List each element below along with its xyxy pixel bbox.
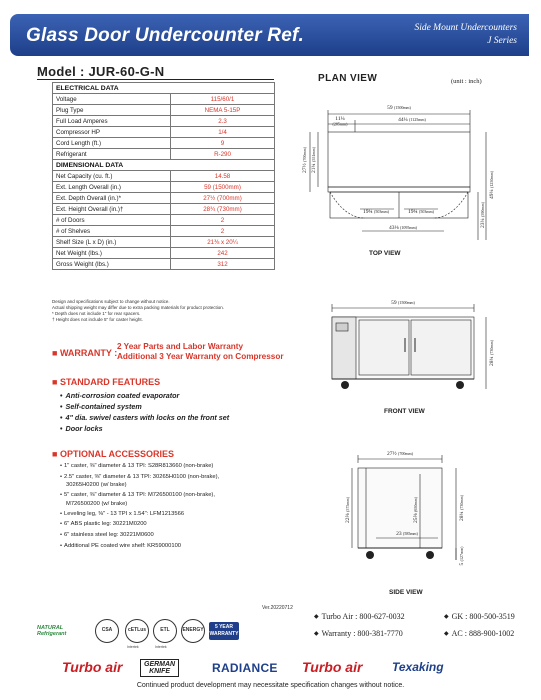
- page-header: [10, 14, 529, 56]
- spec-notes: [52, 299, 277, 323]
- note: Actual shipping weight may differ due to extra packing materials for product protection.: [52, 305, 225, 310]
- badge-line-2: WARRANTY: [209, 631, 239, 637]
- series-line-2: J Series: [487, 36, 517, 46]
- accessory-item: • Additional PE coated wire shelf: KR59000100: [60, 541, 260, 552]
- front-view-drawing: [332, 304, 486, 389]
- spec-label: Net Weight (lbs.): [53, 248, 171, 259]
- spec-value: 1/4: [171, 127, 275, 138]
- top-view-drawing: [310, 110, 486, 240]
- spec-label: Shelf Size (L x D) (in.): [53, 237, 171, 248]
- accessory-item: • 2.5" caster, ⅜" diameter & 13 TPI: 30265H0100 (non-brake),: [60, 472, 260, 483]
- spec-label: Voltage: [53, 94, 171, 105]
- spec-value: 312: [171, 259, 275, 270]
- spec-value: NEMA 5-15P: [171, 105, 275, 116]
- spec-row: [53, 182, 275, 193]
- dim-label: 25⅝ (650mm): [413, 497, 419, 523]
- contact-warranty: ◆ Warranty : 800-381-7770: [314, 629, 403, 638]
- spec-row: [53, 215, 275, 226]
- spec-row: [53, 237, 275, 248]
- accessory-item: • 6" ABS plastic leg: 30221M0200: [60, 519, 260, 530]
- side-view-drawing: [352, 455, 456, 560]
- accessory-item-cont: M726500200 (w/ brake): [66, 500, 128, 507]
- dim-label: 23 (585mm): [396, 531, 418, 537]
- spec-section-title: DIMENSIONAL DATA: [53, 160, 275, 171]
- top-view-label: TOP VIEW: [369, 250, 401, 257]
- warranty-line-2: Additional 3 Year Warranty on Compressor: [117, 352, 284, 361]
- accessory-item: • 6" stainless steel leg: 30221M0600: [60, 530, 260, 541]
- dim-label: 23¼ (590mm): [480, 202, 486, 228]
- spec-label: Net Capacity (cu. ft.): [53, 171, 171, 182]
- note: Design and specifications subject to change without notice.: [52, 299, 170, 304]
- front-view-label: FRONT VIEW: [384, 408, 425, 415]
- spec-row: [53, 105, 275, 116]
- spec-label: Gross Weight (lbs.): [53, 259, 171, 270]
- spec-section-header: [53, 83, 275, 94]
- dim-label: 44¼ (1125mm): [398, 117, 426, 123]
- dim-label: 11¼: [335, 116, 345, 122]
- dim-label: 5 (127mm): [459, 546, 465, 566]
- brand-bar: [62, 659, 532, 679]
- spec-value: 242: [171, 248, 275, 259]
- radiance-logo: RADIANCE: [212, 661, 278, 675]
- spec-value: 9: [171, 138, 275, 149]
- warranty-text: [117, 342, 284, 362]
- natural-line-2: Refrigerant: [37, 631, 67, 637]
- badge-line-1: 5 YEAR: [215, 624, 233, 630]
- dim-label: 49¼ (1250mm): [489, 171, 495, 199]
- dim-label: 43⅛ (1095mm): [389, 225, 417, 231]
- feature-item: • Self-contained system: [60, 401, 229, 412]
- spec-label: # of Doors: [53, 215, 171, 226]
- energy-logo: ENERGY: [181, 619, 205, 643]
- spec-row: [53, 116, 275, 127]
- caster-side: [366, 551, 434, 559]
- warranty-label: WARRANTY :: [59, 348, 118, 358]
- spec-row: [53, 94, 275, 105]
- cetlus-logo: cETLus: [125, 619, 149, 643]
- model-number: Model : JUR-60-G-N: [37, 64, 165, 79]
- unit-label: (unit : inch): [451, 78, 482, 85]
- spec-row: [53, 259, 275, 270]
- csa-logo: CSA: [95, 619, 119, 643]
- spec-row: [53, 248, 275, 259]
- spec-section-header: [53, 160, 275, 171]
- plan-view-heading: PLAN VIEW: [318, 73, 378, 84]
- spec-row: [53, 127, 275, 138]
- features-list: [60, 390, 229, 434]
- spec-value: 2: [171, 226, 275, 237]
- features-title: STANDARD FEATURES: [59, 377, 161, 387]
- spec-value: 14.58: [171, 171, 275, 182]
- contact-gk: ◆ GK : 800-500-3519: [444, 612, 515, 621]
- german-knife-logo: [140, 659, 179, 677]
- feature-item: • 4" dia. swivel casters with locks on the front set: [60, 412, 229, 423]
- caster-front: [341, 381, 464, 389]
- contact-turbo: ◆ Turbo Air : 800-627-0032: [314, 612, 405, 621]
- dim-label: 59 (1500mm): [387, 105, 411, 111]
- accessory-item: • Leveling leg, ⅜" - 13 TPI x 1.54": LFM1213566: [60, 509, 260, 520]
- dim-label: 28¾ (730mm): [489, 340, 495, 366]
- spec-value: 2.3: [171, 116, 275, 127]
- spec-label: Full Load Amperes: [53, 116, 171, 127]
- intertek-caption: Intertek: [127, 645, 139, 649]
- series-label: [414, 22, 517, 48]
- dim-label: 19¾ (503mm): [408, 209, 434, 215]
- spec-section-title: ELECTRICAL DATA: [53, 83, 275, 94]
- spec-label: Refrigerant: [53, 149, 171, 160]
- dim-label: (285mm): [332, 121, 348, 127]
- accessories-list: [60, 461, 260, 551]
- side-view-label: SIDE VIEW: [389, 589, 423, 596]
- contact-ac: ◆ AC : 888-900-1002: [444, 629, 514, 638]
- natural-refrigerant-logo: [37, 625, 77, 637]
- etl-logo: ETL: [153, 619, 177, 643]
- spec-value: 21⅜ x 20¼: [171, 237, 275, 248]
- spec-label: Ext. Height Overall (in.)†: [53, 204, 171, 215]
- spec-value: 115/60/1: [171, 94, 275, 105]
- spec-label: # of Shelves: [53, 226, 171, 237]
- spec-label: Ext. Length Overall (in.): [53, 182, 171, 193]
- dim-label: 28¾ (730mm): [459, 495, 465, 521]
- spec-row: [53, 149, 275, 160]
- accessory-item-cont: 30265H0200 (w/ brake): [66, 482, 127, 489]
- dim-label: 59 (1500mm): [391, 300, 415, 306]
- spec-table: [52, 82, 275, 270]
- brand-line-2: KNIFE: [149, 668, 171, 675]
- accessory-item: • 5" caster, ⅜" diameter & 13 TPI: M726500100 (non-brake),: [60, 490, 260, 501]
- accessory-item: • 1" caster, ⅜" diameter & 13 TPI: S28R813660 (non-brake): [60, 461, 260, 472]
- natural-line-1: NATURAL: [37, 625, 64, 631]
- spec-row: [53, 226, 275, 237]
- spec-row: [53, 171, 275, 182]
- version-label: Ver.20220712: [262, 605, 293, 611]
- dim-label: 27½ (700mm): [302, 147, 308, 173]
- page-title: Glass Door Undercounter Ref.: [26, 25, 304, 46]
- feature-item: • Anti-corrosion coated evaporator: [60, 390, 229, 401]
- features-heading: ■ STANDARD FEATURES: [52, 377, 161, 387]
- feature-item: • Door locks: [60, 423, 229, 434]
- brand-line-1: GERMAN: [144, 661, 176, 668]
- intertek-caption: Intertek: [155, 645, 167, 649]
- spec-label: Ext. Depth Overall (in.)*: [53, 193, 171, 204]
- dim-label: 22⅝ (575mm): [345, 497, 351, 523]
- spec-label: Plug Type: [53, 105, 171, 116]
- accessories-heading: ■ OPTIONAL ACCESSORIES: [52, 449, 174, 459]
- disclaimer: Continued product development may necessitate specification changes without notice.: [136, 682, 405, 689]
- contact-info: [296, 612, 524, 642]
- warranty-heading: ■ WARRANTY :: [52, 348, 118, 358]
- divider: [37, 79, 274, 80]
- dim-label: 21¾ (551mm): [311, 147, 317, 173]
- spec-row: [53, 138, 275, 149]
- note: * Depth does not include 1" for rear spacers.: [52, 311, 141, 316]
- spec-label: Cord Length (ft.): [53, 138, 171, 149]
- texaking-logo: Texaking: [392, 660, 444, 674]
- series-line-1: Side Mount Undercounters: [414, 23, 517, 33]
- spec-label: Compressor HP: [53, 127, 171, 138]
- accessories-title: OPTIONAL ACCESSORIES: [59, 449, 174, 459]
- plan-drawings: [290, 90, 530, 600]
- spec-value: 27½ (700mm): [171, 193, 275, 204]
- spec-value: 2: [171, 215, 275, 226]
- note: † Height does not include 5" for caster height.: [52, 317, 143, 322]
- warranty-line-1: 2 Year Parts and Labor Warranty: [117, 342, 244, 351]
- dim-label: 27½ (700mm): [387, 451, 413, 457]
- spec-row: [53, 193, 275, 204]
- dim-label: 19¾ (503mm): [363, 209, 389, 215]
- spec-value: 28¾ (730mm): [171, 204, 275, 215]
- warranty-badge: [209, 622, 239, 640]
- turbo-air-logo-2: Turbo air: [302, 659, 363, 675]
- spec-value: R-290: [171, 149, 275, 160]
- spec-row: [53, 204, 275, 215]
- turbo-air-logo: Turbo air: [62, 659, 123, 675]
- spec-value: 59 (1500mm): [171, 182, 275, 193]
